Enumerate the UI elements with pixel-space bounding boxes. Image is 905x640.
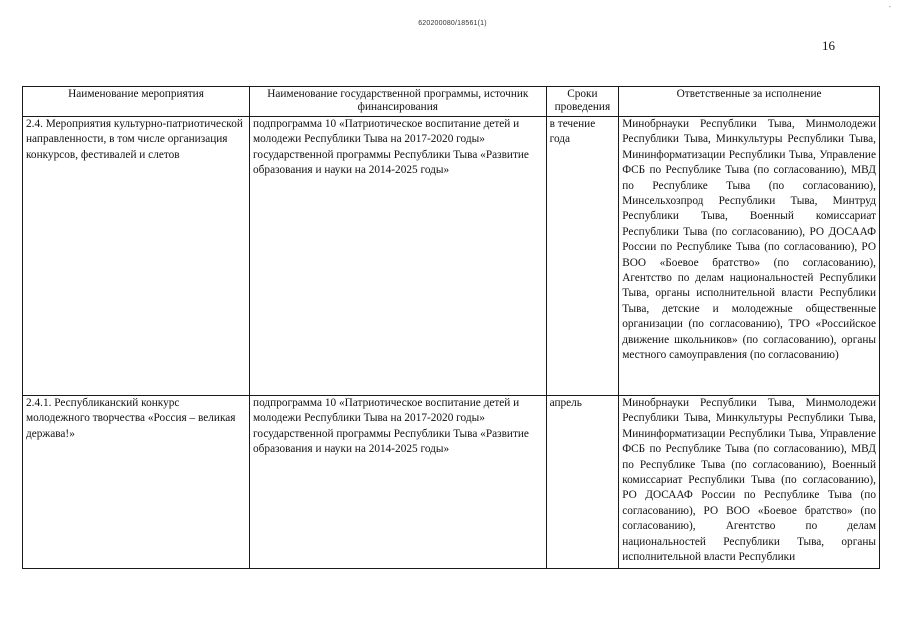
column-header-term: Сроки проведения [546, 87, 619, 117]
column-header-event: Наименование мероприятия [23, 87, 250, 117]
cell-term: в течение года [546, 117, 619, 396]
table-header-row [23, 87, 880, 117]
cell-event: 2.4. Мероприятия культурно-патриотической направленности, в том числе организация конкурсов, фестивалей и слетов [23, 117, 250, 396]
table-row [23, 117, 880, 396]
column-header-program: Наименование государственной программы, источник финансирования [250, 87, 547, 117]
document-code: 620200080/18561(1) [418, 20, 487, 27]
table-row [23, 396, 880, 569]
column-header-responsible: Ответственные за исполнение [619, 87, 880, 117]
events-table [22, 86, 880, 569]
cell-program: подпрограмма 10 «Патриотическое воспитание детей и молодежи Республики Тыва на 2017-2020 годы» государственной программы Республики Тыва «Развитие образования и науки на 2014-2025 годы» [250, 117, 547, 396]
cell-event: 2.4.1. Республиканский конкурс молодежного творчества «Россия – великая держава!» [23, 396, 250, 569]
corner-mark: - [888, 4, 891, 11]
cell-responsible: Минобрнауки Республики Тыва, Минмолодежи Республики Тыва, Минкультуры Республики Тыва, Мининформатизации Республики Тыва, Управление ФСБ по Республике Тыва (по согласованию), МВД по Республике Тыва (по согласованию), Минсельхозпрод Республики Тыва, Минтруд Республики Тыва, Военный комиссариат Республики Тыва (по согласованию), РО ДОСААФ России по Республике Тыва (по согласованию), РО ВОО «Боевое братство» (по согласованию), Агентство по делам национальностей Республики Тыва, органы исполнительной власти Республики Тыва, детские и молодежные общественные организации (по согласованию), ТРО «Российское движение школьников» (по согласованию), органы местного самоуправления (по согласованию) [619, 117, 880, 396]
cell-program: подпрограмма 10 «Патриотическое воспитание детей и молодежи Республики Тыва на 2017-2020 годы» государственной программы Республики Тыва «Развитие образования и науки на 2014-2025 годы» [250, 396, 547, 569]
cell-responsible: Минобрнауки Республики Тыва, Минмолодежи Республики Тыва, Минкультуры Республики Тыва, Мининформатизации Республики Тыва, Управление ФСБ по Республике Тыва (по согласованию), МВД по Республике Тыва (по согласованию), Военный комиссариат Республики Тыва (по согласованию), РО ДОСААФ России по Республике Тыва (по согласованию), РО ВОО «Боевое братство» (по согласованию), Агентство по делам национальностей Республики Тыва, органы исполнительной власти Республики [619, 396, 880, 569]
page-number: 16 [822, 38, 835, 53]
cell-term: апрель [546, 396, 619, 569]
